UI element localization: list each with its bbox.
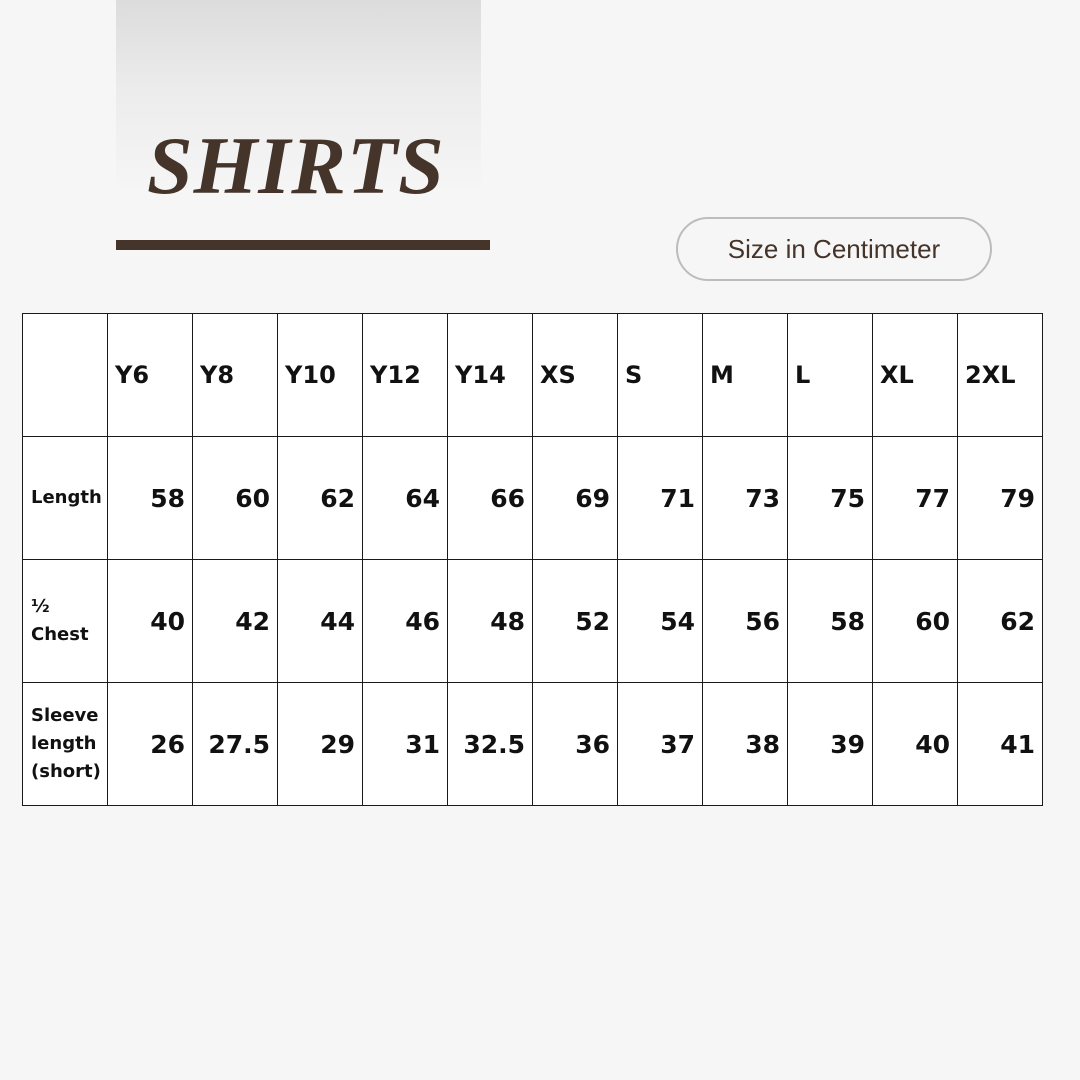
measurement-cell: 29 — [278, 683, 363, 806]
measurement-cell: 36 — [533, 683, 618, 806]
page-title: SHIRTS — [147, 120, 445, 211]
measurement-cell: 62 — [278, 437, 363, 560]
measurement-cell: 75 — [788, 437, 873, 560]
size-header-cell: Y14 — [448, 314, 533, 437]
size-header-cell: Y10 — [278, 314, 363, 437]
measurement-cell: 26 — [108, 683, 193, 806]
measurement-cell: 60 — [873, 560, 958, 683]
measurement-cell: 32.5 — [448, 683, 533, 806]
corner-cell — [23, 314, 108, 437]
measurement-cell: 64 — [363, 437, 448, 560]
table-row-sleeve-length — [23, 683, 1043, 806]
measurement-cell: 46 — [363, 560, 448, 683]
measurement-cell: 44 — [278, 560, 363, 683]
unit-badge: Size in Centimeter — [676, 217, 992, 281]
measurement-cell: 62 — [958, 560, 1043, 683]
measurement-cell: 48 — [448, 560, 533, 683]
title-underline — [116, 240, 490, 250]
size-header-cell: XS — [533, 314, 618, 437]
table-row-length — [23, 437, 1043, 560]
size-header-cell: XL — [873, 314, 958, 437]
table-row-half-chest — [23, 560, 1043, 683]
measurement-cell: 77 — [873, 437, 958, 560]
measurement-cell: 27.5 — [193, 683, 278, 806]
size-header-cell: Y8 — [193, 314, 278, 437]
measurement-cell: 58 — [788, 560, 873, 683]
measurement-cell: 69 — [533, 437, 618, 560]
size-header-cell: M — [703, 314, 788, 437]
size-header-cell: S — [618, 314, 703, 437]
measurement-cell: 60 — [193, 437, 278, 560]
measurement-cell: 40 — [873, 683, 958, 806]
size-header-cell: Y12 — [363, 314, 448, 437]
size-chart-table — [22, 313, 1043, 806]
measurement-cell: 58 — [108, 437, 193, 560]
row-label-sleeve-length: Sleeve length (short) — [23, 683, 108, 806]
size-header-cell: 2XL — [958, 314, 1043, 437]
row-label-half-chest: ½ Chest — [23, 560, 108, 683]
size-header-cell: L — [788, 314, 873, 437]
size-header-row — [23, 314, 1043, 437]
measurement-cell: 66 — [448, 437, 533, 560]
measurement-cell: 42 — [193, 560, 278, 683]
measurement-cell: 73 — [703, 437, 788, 560]
measurement-cell: 56 — [703, 560, 788, 683]
row-label-length: Length — [23, 437, 108, 560]
measurement-cell: 52 — [533, 560, 618, 683]
measurement-cell: 41 — [958, 683, 1043, 806]
measurement-cell: 38 — [703, 683, 788, 806]
measurement-cell: 40 — [108, 560, 193, 683]
measurement-cell: 37 — [618, 683, 703, 806]
measurement-cell: 79 — [958, 437, 1043, 560]
measurement-cell: 31 — [363, 683, 448, 806]
measurement-cell: 71 — [618, 437, 703, 560]
measurement-cell: 54 — [618, 560, 703, 683]
size-header-cell: Y6 — [108, 314, 193, 437]
measurement-cell: 39 — [788, 683, 873, 806]
